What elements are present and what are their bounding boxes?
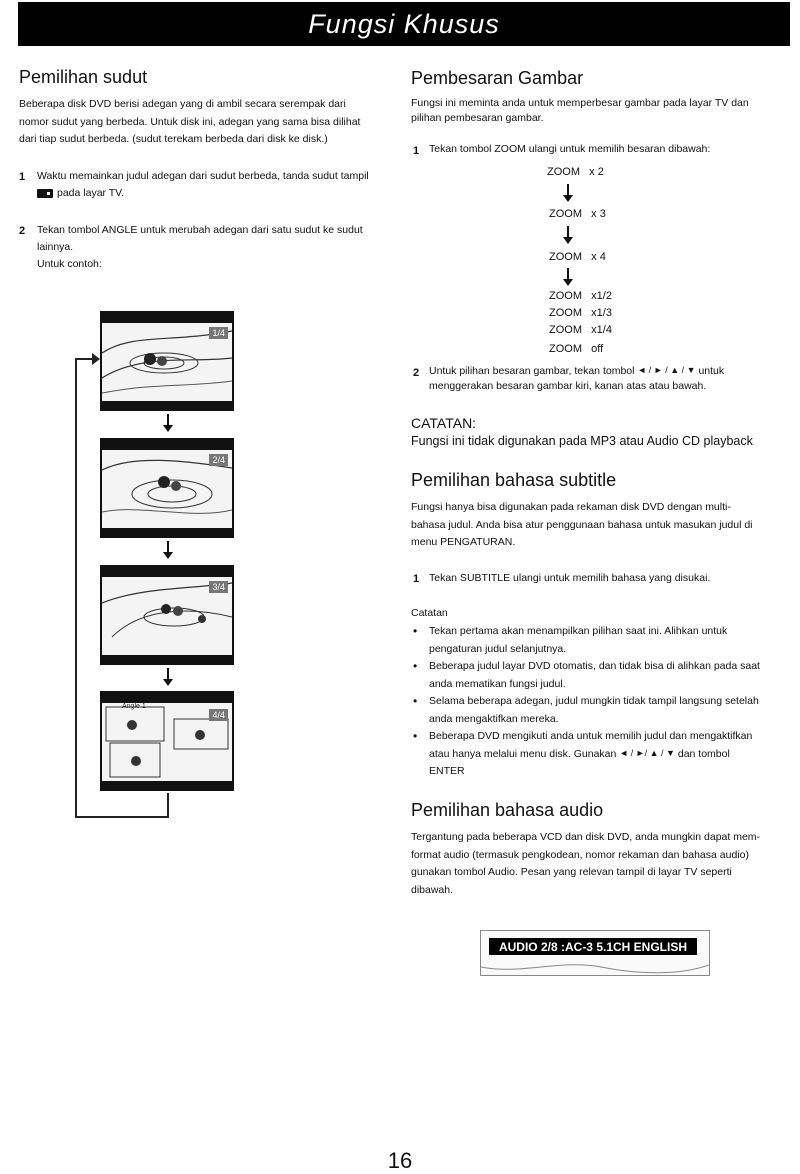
angle-step1-line: Waktu memainkan judul adegan dari sudut berbeda, tanda sudut tampil — [37, 170, 369, 182]
subtitle-note-item — [429, 693, 789, 728]
angle-indicator: 4/4 — [209, 709, 228, 721]
zoom-step2-number: 2 — [413, 367, 420, 379]
loop-line — [167, 793, 169, 817]
audio-osd-label: AUDIO 2/8 :AC-3 5.1CH ENGLISH — [489, 938, 697, 955]
subtitle-intro-line: Fungsi hanya bisa digunakan pada rekaman disk DVD dengan multi- — [411, 501, 731, 513]
tv-screen — [100, 438, 234, 538]
zoom-arrow — [567, 184, 569, 197]
note-line: anda mengaktifkan mereka. — [429, 712, 559, 725]
subtitle-step1: Tekan SUBTITLE ulangi untuk memilih bahasa yang disukai. — [429, 572, 711, 584]
note-line: ENTER — [429, 765, 465, 777]
audio-heading: Pemilihan bahasa audio — [411, 800, 604, 820]
page-number: 16 — [387, 1148, 413, 1173]
subtitle-note-item — [429, 658, 789, 693]
subtitle-note-item — [429, 623, 789, 658]
angle-indicator: 3/4 — [209, 581, 228, 593]
note-line: Beberapa DVD mengikuti anda untuk memilih judul dan mengaktifkan — [429, 730, 753, 742]
tv-screen — [100, 311, 234, 411]
subtitle-intro-line: menu PENGATURAN. — [411, 536, 516, 548]
angle-heading: Pemilihan sudut — [19, 67, 148, 87]
screen-wave-edge — [481, 959, 709, 975]
flow-arrow — [167, 668, 169, 681]
zoom-step2-text: Untuk pilihan besaran gambar, tekan tombol — [429, 365, 635, 377]
zoom-level: ZOOM x1/3 — [549, 307, 612, 319]
zoom-level: ZOOM x 2 — [547, 166, 604, 178]
note-line: Beberapa judul layar DVD otomatis, dan tidak bisa di alihkan pada saat — [429, 660, 760, 672]
header-bar — [18, 2, 790, 46]
subtitle-intro-line: bahasa judul. Anda bisa atur penggunaan bahasa untuk masukan judul di — [411, 518, 753, 531]
zoom-step2 — [429, 364, 789, 394]
angle-intro-line: Beberapa disk DVD berisi adegan yang di ambil secara serempak dari — [19, 98, 346, 110]
audio-intro-line: dibawah. — [411, 883, 454, 896]
subtitle-heading: Pemilihan bahasa subtitle — [411, 470, 617, 490]
note-text: Fungsi ini tidak digunakan pada MP3 atau Audio CD playback — [411, 434, 753, 448]
audio-osd-screen — [480, 930, 710, 976]
flow-arrow — [167, 414, 169, 427]
note-line: anda mematikan fungsi judul. — [429, 677, 566, 690]
angle-step2-line: lainnya. — [37, 241, 74, 253]
note-line: pengaturan judul selanjutnya. — [429, 642, 567, 655]
angle-step2-line: Untuk contoh: — [37, 258, 102, 270]
page-title: Fungsi Khusus — [308, 8, 500, 39]
zoom-intro-line: Fungsi ini meminta anda untuk memperbesar gambar pada layar TV dan — [411, 97, 749, 109]
zoom-step2-text: untuk — [698, 365, 725, 377]
bullet-dot: • — [413, 624, 418, 638]
angle-intro — [19, 96, 389, 149]
angle-intro-line: dari tiap sudut berbeda. (sudut terekam berbeda dari disk ke disk.) — [19, 133, 328, 145]
tv-screen — [100, 691, 234, 791]
audio-intro-line: gunakan tombol Audio. Pesan yang relevan tampil di layar TV seperti — [411, 866, 732, 878]
subtitle-note-item — [429, 728, 789, 781]
bullet-dot: • — [413, 729, 418, 743]
zoom-intro-line: pilihan pembesaran gambar. — [411, 112, 544, 124]
loop-arrow-head — [92, 353, 100, 365]
zoom-intro — [411, 96, 791, 126]
zoom-heading: Pembesaran Gambar — [411, 68, 584, 88]
audio-intro-line: format audio (termasuk pengkodean, nomor rekaman dan bahasa audio) — [411, 848, 749, 861]
angle-caption: Angle 1 — [122, 703, 146, 710]
zoom-level: ZOOM x 4 — [549, 251, 606, 263]
angle-indicator: 2/4 — [209, 454, 228, 466]
bullet-dot: • — [413, 694, 418, 708]
angle-step2 — [37, 222, 392, 273]
zoom-level: ZOOM x 3 — [549, 208, 606, 220]
angle-step1 — [37, 168, 392, 202]
zoom-arrow — [567, 268, 569, 281]
zoom-step1: Tekan tombol ZOOM ulangi untuk memilih besaran dibawah: — [429, 143, 711, 155]
bullet-dot: • — [413, 659, 418, 673]
flow-arrow — [167, 541, 169, 554]
angle-indicator: 1/4 — [209, 327, 228, 339]
subtitle-intro — [411, 499, 791, 552]
zoom-step2-line: menggerakan besaran gambar kiri, kanan atas atau bawah. — [429, 380, 707, 392]
note-line: Selama beberapa adegan, judul mungkin tidak tampil langsung setelah — [429, 695, 759, 707]
zoom-level: ZOOM x1/4 — [549, 324, 612, 336]
direction-arrows-icon: ◄ / ►/ ▲ / ▼ — [619, 747, 675, 758]
angle-step1-line: pada layar TV. — [57, 187, 125, 199]
angle-step2-line: Tekan tombol ANGLE untuk merubah adegan dari satu sudut ke sudut — [37, 224, 363, 236]
note-heading: CATATAN: — [411, 415, 477, 431]
subtitle-step1-number: 1 — [413, 573, 420, 585]
loop-line — [75, 358, 77, 818]
note-line: atau hanya melalui menu disk. Gunakan — [429, 747, 617, 760]
direction-arrows-icon: ◄ / ► / ▲ / ▼ — [637, 365, 696, 375]
note-line: dan tombol — [677, 747, 730, 760]
note-line: Tekan pertama akan menampilkan pilihan saat ini. Alihkan untuk — [429, 625, 728, 637]
zoom-step1-number: 1 — [413, 145, 420, 157]
angle-step1-number: 1 — [19, 171, 26, 183]
angle-intro-line: nomor sudut yang berbeda. Untuk disk ini, adegan yang sama bisa dilihat — [19, 115, 361, 128]
angle-mark-icon — [37, 189, 53, 198]
zoom-level: ZOOM off — [549, 343, 604, 355]
zoom-arrow — [567, 226, 569, 239]
audio-intro-line: Tergantung pada beberapa VCD dan disk DVD, anda mungkin dapat mem- — [411, 831, 761, 843]
zoom-level: ZOOM x1/2 — [549, 290, 612, 302]
angle-step2-number: 2 — [19, 225, 26, 237]
loop-line — [75, 816, 169, 818]
tv-screen — [100, 565, 234, 665]
audio-intro — [411, 829, 791, 899]
subtitle-notes-label: Catatan — [411, 607, 448, 619]
